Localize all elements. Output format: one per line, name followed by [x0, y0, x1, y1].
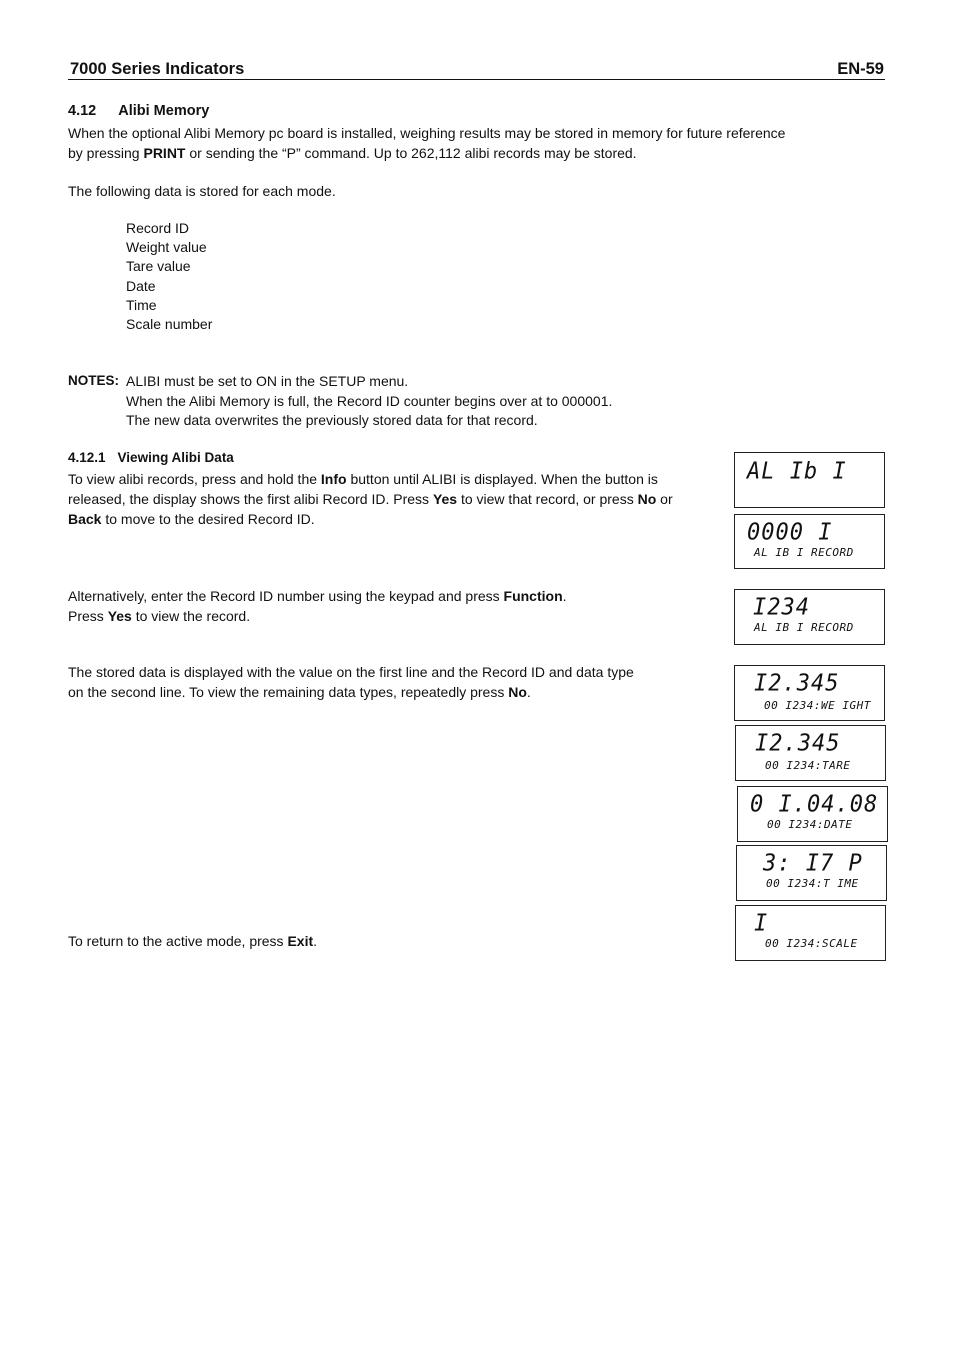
- lcd-line-2: 00 I234:T IME: [766, 877, 859, 890]
- text-line: The stored data is displayed with the value on the first line and the Record ID and data type: [68, 664, 634, 680]
- subsection-title: Viewing Alibi Data: [117, 450, 234, 465]
- lcd-line-2: AL IB I RECORD: [754, 546, 854, 559]
- intro-line-2: [68, 143, 785, 163]
- subsection-number: 4.12.1: [68, 450, 106, 465]
- text-line: [68, 683, 634, 703]
- function-key: Function: [503, 588, 563, 604]
- lcd-line-2: 00 I234:DATE: [767, 818, 853, 831]
- text-line: [68, 509, 673, 529]
- text: button until ALIBI is displayed. When the button is: [346, 471, 658, 487]
- stored-data-list: [126, 219, 212, 334]
- lcd-line-1: I: [754, 910, 769, 937]
- yes-key: Yes: [432, 491, 458, 507]
- lcd-line-2: 00 I234:SCALE: [765, 937, 858, 950]
- note-line-2: When the Alibi Memory is full, the Record ID counter begins over at to 000001.: [126, 392, 613, 409]
- subsection-heading: [68, 450, 234, 465]
- notes-body: [126, 372, 612, 431]
- text: .: [526, 683, 531, 700]
- lcd-line-1: I2.345: [755, 730, 841, 757]
- page-number: EN-59: [837, 60, 884, 78]
- no-key: No: [637, 491, 657, 507]
- viewing-paragraph: [68, 469, 673, 529]
- lcd-line-1: I2.345: [754, 670, 840, 697]
- text: .: [562, 588, 567, 604]
- no-key: No: [508, 683, 527, 700]
- lcd-display-time: [736, 845, 887, 901]
- text: by pressing: [68, 145, 144, 161]
- text: released, the display shows the first alibi Record ID. Press: [68, 491, 433, 507]
- text: To view alibi records, press and hold the: [68, 471, 321, 487]
- lcd-display-tare: [735, 725, 886, 781]
- text-line: [68, 469, 673, 489]
- intro-paragraph: [68, 123, 785, 163]
- lcd-line-1: 0 I.04.08: [750, 791, 879, 818]
- list-item: Scale number: [126, 316, 213, 333]
- exit-key: Exit: [287, 933, 314, 949]
- stored-data-intro: The following data is stored for each mode.: [68, 183, 336, 199]
- intro-line-1: When the optional Alibi Memory pc board is installed, weighing results may be stored in memory for future reference: [68, 125, 786, 141]
- running-header-title: 7000 Series Indicators: [70, 60, 245, 78]
- lcd-display-alibi: [734, 452, 885, 508]
- stored-data-paragraph: [68, 663, 634, 702]
- print-key: PRINT: [143, 145, 186, 161]
- section-title: Alibi Memory: [118, 103, 210, 119]
- list-item: Date: [126, 277, 156, 294]
- text: or sending the “P” command. Up to 262,112 alibi records may be stored.: [185, 145, 637, 161]
- note-line-1: ALIBI must be set to ON in the SETUP menu.: [126, 373, 409, 389]
- text: .: [313, 933, 318, 949]
- lcd-display-date: [737, 786, 888, 842]
- text-line: [68, 489, 673, 509]
- lcd-line-2: AL IB I RECORD: [754, 621, 854, 634]
- text: To return to the active mode, press: [68, 933, 288, 949]
- text: Press: [68, 608, 108, 624]
- text-line: [68, 586, 567, 606]
- note-line-3: The new data overwrites the previously stored data for that record.: [126, 412, 538, 428]
- text: to view the record.: [131, 608, 251, 624]
- text: to view that record, or press: [457, 491, 638, 507]
- lcd-display-entered-record: [734, 589, 885, 645]
- lcd-line-1: AL Ib I: [747, 458, 847, 485]
- alternative-paragraph: [68, 586, 567, 626]
- text: or: [656, 491, 673, 507]
- text: to move to the desired Record ID.: [101, 511, 315, 527]
- list-item: Tare value: [126, 258, 191, 275]
- lcd-display-scale: [735, 905, 886, 961]
- lcd-display-first-record: [734, 514, 885, 569]
- text: Alternatively, enter the Record ID number using the keypad and press: [68, 588, 504, 604]
- lcd-line-1: 3: I7 P: [763, 850, 863, 877]
- lcd-line-2: 00 I234:WE IGHT: [764, 699, 871, 712]
- yes-key: Yes: [107, 608, 132, 624]
- lcd-line-2: 00 I234:TARE: [765, 759, 851, 772]
- list-item: Weight value: [126, 239, 207, 256]
- text-line: [68, 606, 567, 626]
- text: on the second line. To view the remaining data types, repeatedly press: [68, 683, 509, 700]
- back-key: Back: [68, 511, 102, 527]
- lcd-line-1: I234: [753, 594, 810, 621]
- header-rule: [68, 79, 885, 80]
- section-number: 4.12: [68, 103, 97, 119]
- lcd-line-1: 0000 I: [747, 519, 833, 546]
- list-item: Time: [126, 296, 157, 313]
- lcd-display-weight: [734, 665, 885, 721]
- info-key: Info: [320, 471, 347, 487]
- exit-paragraph: [68, 931, 317, 951]
- section-heading: [68, 103, 209, 119]
- notes-label: NOTES:: [68, 373, 120, 388]
- list-item: Record ID: [126, 220, 190, 236]
